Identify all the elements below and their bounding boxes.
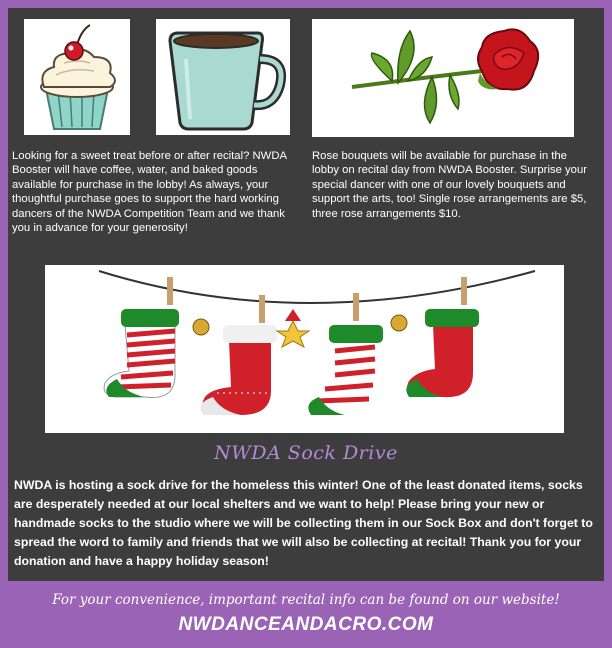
coffee-mug-image [156,19,290,135]
stockings-image [45,265,564,433]
cupcake-image [24,19,130,135]
coffee-mug-icon [156,19,290,135]
rose-paragraph: Rose bouquets will be available for purchase in the lobby on recital day from NWDA Booster. Surprise your special dancer with one of our lovely bouquets and support the arts, too! Single rose arrangements are $5, three rose arrangements $10. [312,150,588,220]
sock-drive-paragraph: NWDA is hosting a sock drive for the homeless this winter! One of the least donated items, socks are desperately needed at our local shelters and we want to help! Please bring your new or handmade socks to the studio where we will be collecting them in our Sock Box and don't forget to spread the word to family and friends that we will also be collecting at recital! Thank you for your donation and have a happy holiday season! [14,478,593,568]
stockings-icon [45,265,564,433]
booster-paragraph: Looking for a sweet treat before or after recital? NWDA Booster will have coffee, water, and baked goods available for purchase in the lobby! As always, your thoughtful purchase goes to support the hard working dancers of the NWDA Competition Team and we thank you in advance for your generosity! [12,150,287,235]
cupcake-icon [24,19,130,135]
stocking-2 [201,295,277,415]
footer-note: For your convenience, important recital info can be found on our website! [52,592,560,608]
stocking-1 [104,277,179,398]
rose-icon [312,19,574,137]
website-link[interactable]: NWDANCEANDACRO.COM [178,614,434,635]
sock-drive-title: NWDA Sock Drive [214,442,398,464]
rose-image [312,19,574,137]
stocking-3 [308,293,383,415]
